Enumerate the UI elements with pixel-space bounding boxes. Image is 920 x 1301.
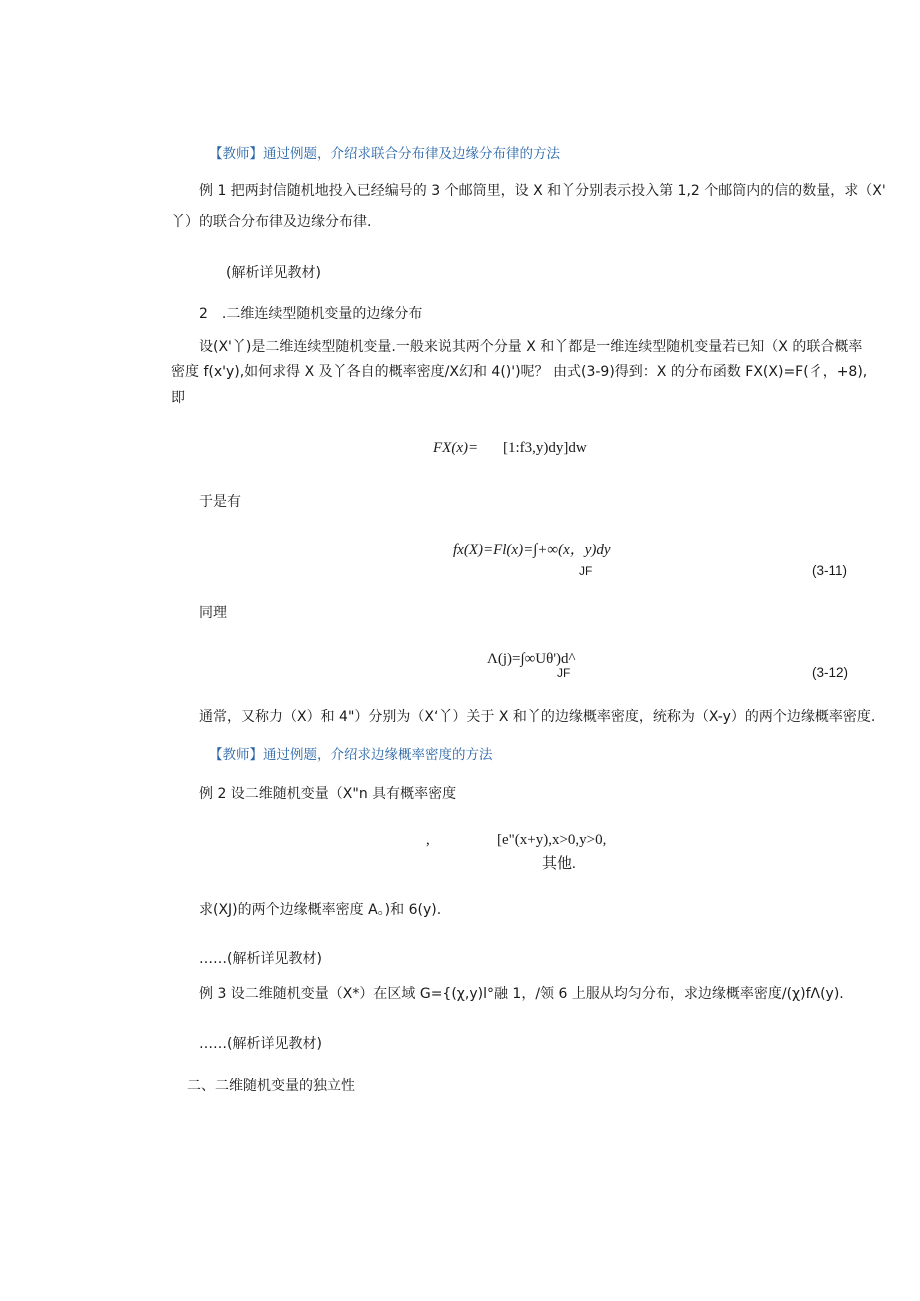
- example1-solution-note: (解析详见教材): [226, 265, 321, 281]
- example2-case-comma: ,: [426, 832, 430, 848]
- formula3-sub: JF: [557, 666, 571, 680]
- example2-solution-note: ……(解析详见教材): [199, 951, 322, 967]
- formula3-number: (3-12): [812, 665, 849, 680]
- yushi-label: 于是有: [199, 494, 241, 510]
- example2-line1: 例 2 设二维随机变量（X"n 具有概率密度: [199, 786, 457, 802]
- example2-case-second: 其他.: [542, 856, 576, 872]
- para1-line3: 即: [171, 390, 185, 406]
- para2: 通常，又称力（X）和 4"）分别为（X‘丫）关于 X 和丫的边缘概率密度，统称为（X-y）的两个边缘概率密度.: [199, 709, 876, 725]
- teacher-note-1: 【教师】通过例题，介绍求联合分布律及边缘分布律的方法: [209, 146, 560, 162]
- formula3-expr: Λ(j)=∫∞Uθ')d^: [487, 651, 576, 667]
- formula1-lhs: FX(x)=: [433, 440, 479, 456]
- para1-line1: 设(X'丫)是二维连续型随机变量.一般来说其两个分量 X 和丫都是一维连续型随机变量若已知（X 的联合概率: [199, 339, 863, 355]
- para1-line2: 密度 f(x'y),如何求得 X 及丫各自的概率密度/X幻和 4()')呢？ 由式(3-9)得到：X 的分布函数 FX(X)=F(彳，+8),: [171, 364, 868, 380]
- teacher-note-2: 【教师】通过例题，介绍求边缘概率密度的方法: [209, 747, 493, 763]
- formula2-expr: fx(X)=Fl(x)=∫+∞(x，y)dy: [453, 542, 611, 558]
- example1-line2: 丫）的联合分布律及边缘分布律.: [171, 214, 372, 230]
- example3-line1: 例 3 设二维随机变量（X*）在区域 G={(χ,y)l°融 1，/领 6 上服从均匀分布，求边缘概率密度/(χ)fΛ(y).: [199, 986, 844, 1002]
- example3-solution-note: ……(解析详见教材): [199, 1036, 322, 1052]
- example2-case-first: [e"(x+y),x>0,y>0,: [497, 832, 607, 848]
- section-heading-independence: 二、二维随机变量的独立性: [187, 1078, 355, 1094]
- formula2-number: (3-11): [812, 563, 848, 578]
- example2-question: 求(XJ)的两个边缘概率密度 A。)和 6(y).: [199, 902, 442, 918]
- example1-line1: 例 1 把两封信随机地投入已经编号的 3 个邮筒里，设 X 和丫分别表示投入第 1,2 个邮筒内的信的数量，求（X': [199, 183, 886, 199]
- tongli-label: 同理: [199, 605, 227, 621]
- section2-heading: 2 .二维连续型随机变量的边缘分布: [199, 306, 423, 322]
- formula1-rhs: [1:f3,y)dy]dw: [503, 440, 587, 456]
- formula2-sub: JF: [579, 564, 593, 578]
